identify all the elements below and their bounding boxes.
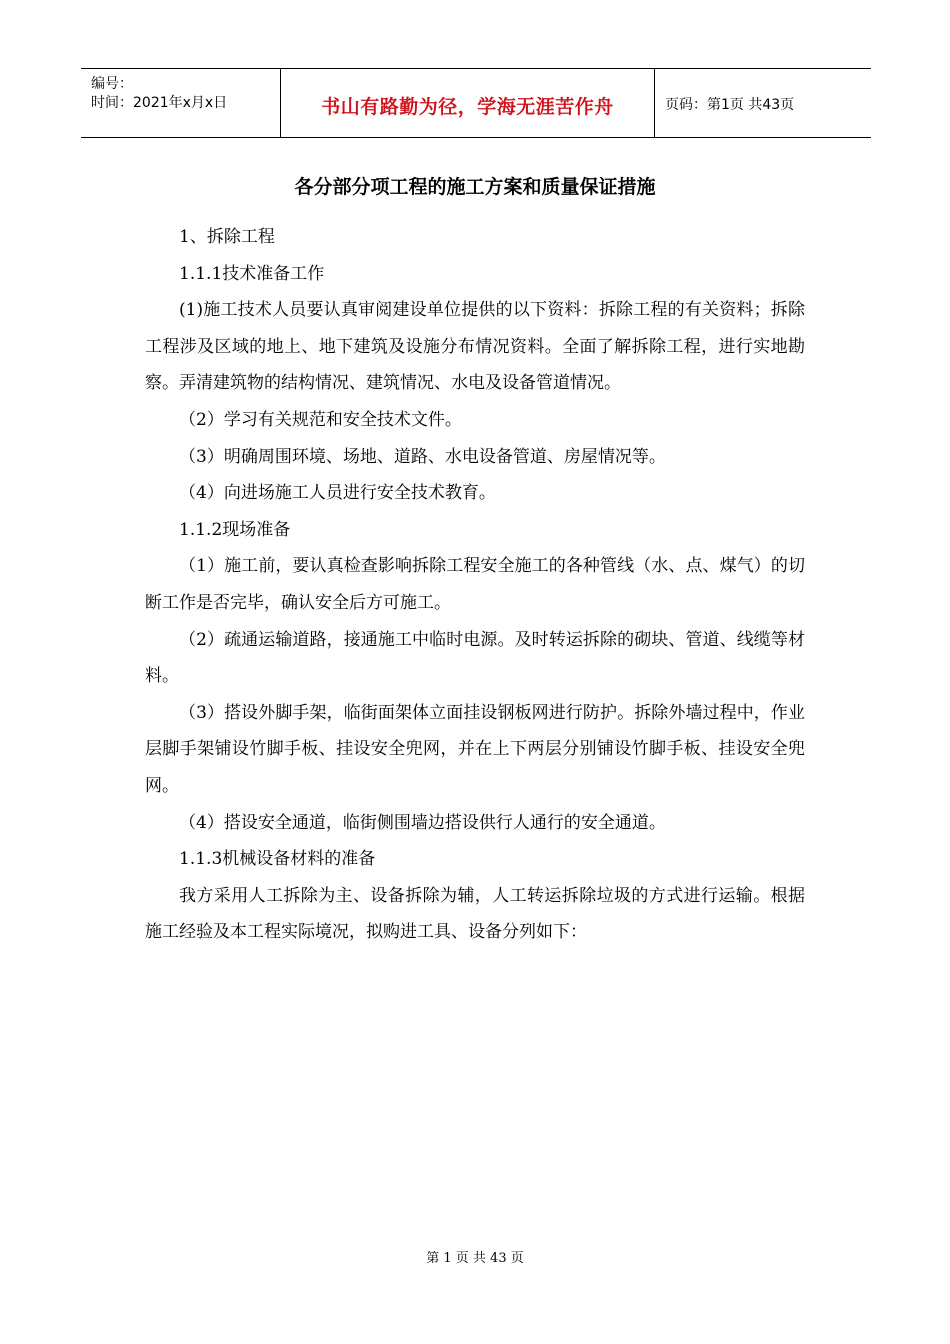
body-paragraph: （1）施工前，要认真检查影响拆除工程安全施工的各种管线（水、点、煤气）的切断工作是否完毕，确认安全后方可施工。	[145, 556, 805, 613]
body-paragraph: （3）搭设外脚手架，临街面架体立面挂设钢板网进行防护。拆除外墙过程中，作业层脚手架铺设竹脚手板、挂设安全兜网，并在上下两层分别铺设竹脚手板、挂设安全兜网。	[145, 702, 805, 796]
header-page-cell	[655, 69, 871, 137]
document-body	[145, 219, 805, 951]
document-number-label: 编号：	[91, 76, 133, 92]
body-paragraph: （3）明确周围环境、场地、道路、水电设备管道、房屋情况等。	[179, 446, 666, 467]
body-paragraph: （2）学习有关规范和安全技术文件。	[179, 409, 462, 430]
subsection-heading: 1.1.2现场准备	[179, 519, 291, 540]
body-paragraph: （4）搭设安全通道，临街侧围墙边搭设供行人通行的安全通道。	[179, 812, 666, 833]
body-paragraph: （4）向进场施工人员进行安全技术教育。	[179, 483, 496, 504]
document-date-label: 时间：2021年x月x日	[91, 95, 228, 111]
body-paragraph: 我方采用人工拆除为主、设备拆除为辅，人工转运拆除垃圾的方式进行运输。根据施工经验及本工程实际境况，拟购进工具、设备分列如下：	[145, 885, 805, 943]
document-title: 各分部分项工程的施工方案和质量保证措施	[294, 176, 656, 198]
page-header	[81, 68, 871, 138]
section-heading: 1、拆除工程	[179, 227, 275, 247]
body-paragraph: (1)施工技术人员要认真审阅建设单位提供的以下资料：拆除工程的有关资料；拆除工程涉及区域的地上、地下建筑及设施分布情况资料。全面了解拆除工程，进行实地勘察。弄清建筑物的结构情况、建筑情况、水电及设备管道情况。	[145, 300, 805, 394]
subsection-heading: 1.1.3机械设备材料的准备	[179, 849, 376, 870]
header-motto-cell	[281, 69, 655, 137]
subsection-heading: 1.1.1技术准备工作	[179, 263, 325, 284]
body-paragraph: （2）疏通运输道路，接通施工中临时电源。及时转运拆除的砌块、管道、线缆等材料。	[145, 629, 805, 687]
header-info-cell	[81, 69, 281, 137]
header-motto: 书山有路勤为径，学海无涯苦作舟	[321, 96, 614, 118]
header-page-info: 页码：第1页 共43页	[665, 97, 795, 113]
page-footer: 第 1 页 共 43 页	[426, 1251, 524, 1266]
